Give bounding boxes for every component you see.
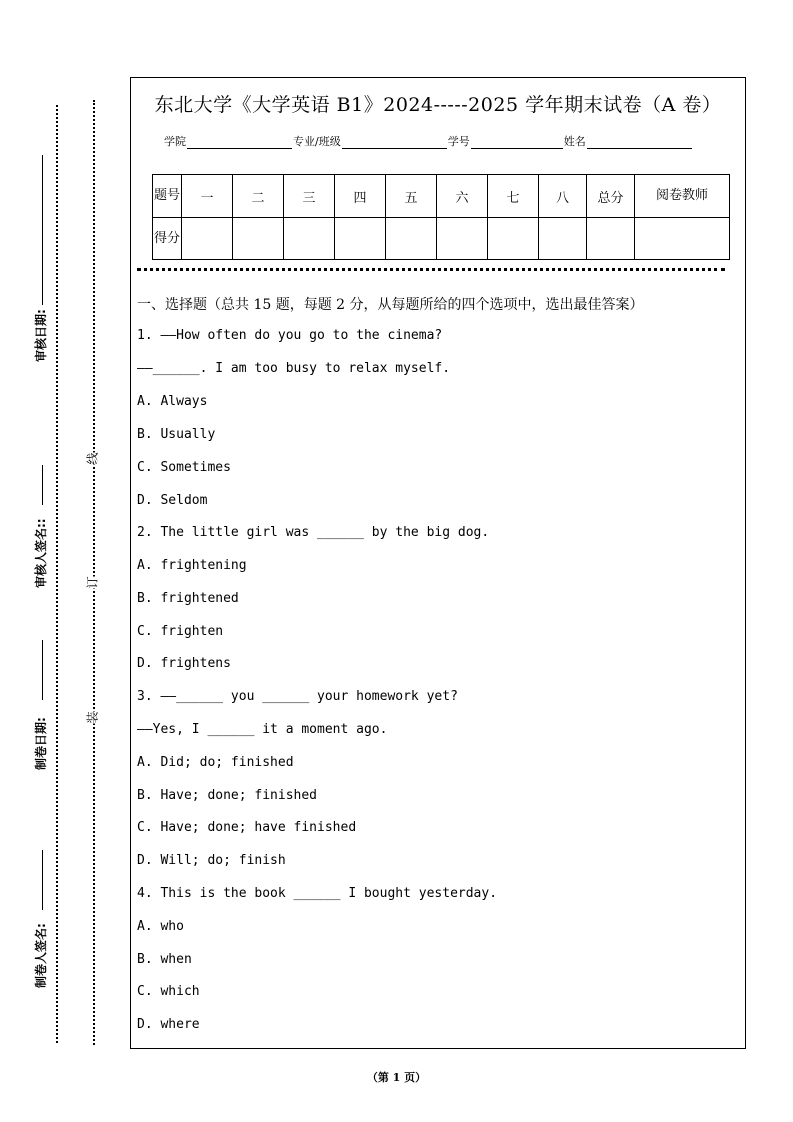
review-date-label: 审核日期: [34,309,48,362]
col-header: 三 [284,175,335,218]
question-3-stem: 3. ——______ you ______ your homework yet? [137,689,458,704]
exam-frame [130,77,746,1049]
reviewer-sign-line [42,465,43,505]
major-field[interactable] [342,136,447,149]
col-header: 四 [335,175,386,218]
grader-cell[interactable] [635,218,730,260]
make-date-label: 制卷日期: [34,717,48,770]
question-1-option-d[interactable]: D. Seldom [137,493,208,508]
section-separator [137,268,725,271]
score-cell[interactable] [284,218,335,260]
question-number-header: 题号 [153,175,182,218]
student-id-field[interactable] [471,136,563,149]
maker-sign-label: 制卷人签名: [34,923,48,988]
question-3-option-d[interactable]: D. Will; do; finish [137,853,286,868]
question-1-option-b[interactable]: B. Usually [137,427,216,442]
score-cell[interactable] [539,218,587,260]
reviewer-sign-label: 审核人签名:: [34,518,48,588]
maker-sign-line [42,850,43,910]
col-header: 一 [182,175,233,218]
section-heading: 一、选择题（总共 15 题，每题 2 分，从每题所给的四个选项中，选出最佳答案） [137,297,644,313]
question-4-option-c[interactable]: C. which [137,984,200,999]
question-4-option-d[interactable]: D. where [137,1017,200,1032]
col-header: 七 [488,175,539,218]
name-label: 姓名 [563,135,586,148]
score-cell[interactable] [386,218,437,260]
college-label: 学院 [164,135,186,148]
question-3-option-a[interactable]: A. Did; do; finished [137,755,294,770]
student-info-row [164,133,693,149]
question-2-option-b[interactable]: B. frightened [137,591,239,606]
question-1-option-a[interactable]: A. Always [137,394,208,409]
question-2-stem: 2. The little girl was ______ by the big dog. [137,525,490,540]
score-cell[interactable] [182,218,233,260]
score-table [152,174,730,260]
question-2-option-a[interactable]: A. frightening [137,558,247,573]
col-header-total: 总分 [587,175,635,218]
question-4-option-b[interactable]: B. when [137,952,192,967]
margin-dotted-line-inner [93,100,95,1045]
exam-title: 东北大学《大学英语 B1》2024-----2025 学年期末试卷（A 卷） [154,94,722,116]
major-label: 专业/班级 [293,135,341,148]
score-cell[interactable] [488,218,539,260]
grader-header: 阅卷教师 [635,175,730,218]
col-header: 五 [386,175,437,218]
score-row-header: 得分 [153,218,182,260]
college-field[interactable] [187,136,292,149]
make-date-line [42,640,43,700]
question-4-stem: 4. This is the book ______ I bought yesterday. [137,886,498,901]
question-1-option-c[interactable]: C. Sometimes [137,460,231,475]
bind-char-pack: 装 [82,711,103,723]
margin-dotted-line-outer [56,105,58,1043]
score-cell[interactable] [335,218,386,260]
question-3-option-b[interactable]: B. Have; done; finished [137,788,318,803]
question-3-stem-2: ——Yes, I ______ it a moment ago. [137,722,388,737]
score-cell[interactable] [233,218,284,260]
question-1-stem-2: ——______. I am too busy to relax myself. [137,361,451,376]
student-id-label: 学号 [447,135,470,148]
score-cell-total[interactable] [587,218,635,260]
bind-char-staple: 订 [82,576,103,588]
page-number: （第 1 页） [366,1071,427,1084]
name-field[interactable] [587,136,692,149]
col-header: 六 [437,175,488,218]
col-header: 八 [539,175,587,218]
review-date-line [42,155,43,305]
question-3-option-c[interactable]: C. Have; done; have finished [137,820,357,835]
question-1-stem: 1. ——How often do you go to the cinema? [137,328,443,343]
question-4-option-a[interactable]: A. who [137,919,184,934]
question-2-option-c[interactable]: C. frighten [137,624,224,639]
bind-char-line: 线 [82,452,103,464]
col-header: 二 [233,175,284,218]
score-cell[interactable] [437,218,488,260]
question-2-option-d[interactable]: D. frightens [137,656,231,671]
